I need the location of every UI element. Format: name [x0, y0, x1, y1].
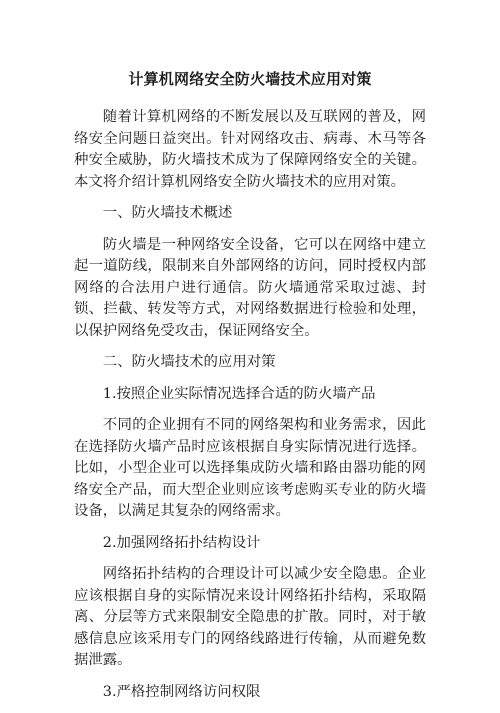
choose-product-paragraph: 不同的企业拥有不同的网络架构和业务需求，因此在选择防火墙产品时应该根据自身实际情况进行选择。比如，小型企业可以选择集成防火墙和路由器功能的网络安全产品，而大型企业则应该考虑购买专业的防火墙设备，以满足其复杂的网络需求。: [74, 417, 426, 519]
subheading-topology: 2.加强网络拓扑结构设计: [102, 534, 261, 551]
section-heading-strategies: 二、防火墙技术的应用对策: [102, 354, 276, 370]
topology-paragraph: 网络拓扑结构的合理设计可以减少安全隐患。企业应该根据自身的实际情况来设计网络拓扑结构，采取隔离、分层等方式来限制安全隐患的扩散。同时，对于敏感信息应该采用专门的网络线路进行传输，从而避免数据泄露。: [74, 566, 426, 668]
intro-paragraph: 随着计算机网络的不断发展以及互联网的普及，网络安全问题日益突出。针对网络攻击、病毒、木马等各种安全威胁，防火墙技术成为了保障网络安全的关键。本文将介绍计算机网络安全防火墙技术的应用对策。: [74, 109, 426, 190]
document-title: 计算机网络安全防火墙技术应用对策: [128, 70, 372, 88]
overview-paragraph: 防火墙是一种网络安全设备，它可以在网络中建立起一道防线，限制来自外部网络的访问，同时授权内部网络的合法用户进行通信。防火墙通常采取过滤、封锁、拦截、转发等方式，对网络数据进行检验和处理，以保护网络免受攻击，保证网络安全。: [74, 236, 426, 339]
section-heading-overview: 一、防火墙技术概述: [102, 205, 233, 221]
subheading-access-control: 3.严格控制网络访问权限: [102, 683, 261, 700]
document-body: [74, 107, 426, 713]
subheading-choose-product: 1.按照企业实际情况选择合适的防火墙产品: [102, 385, 376, 402]
